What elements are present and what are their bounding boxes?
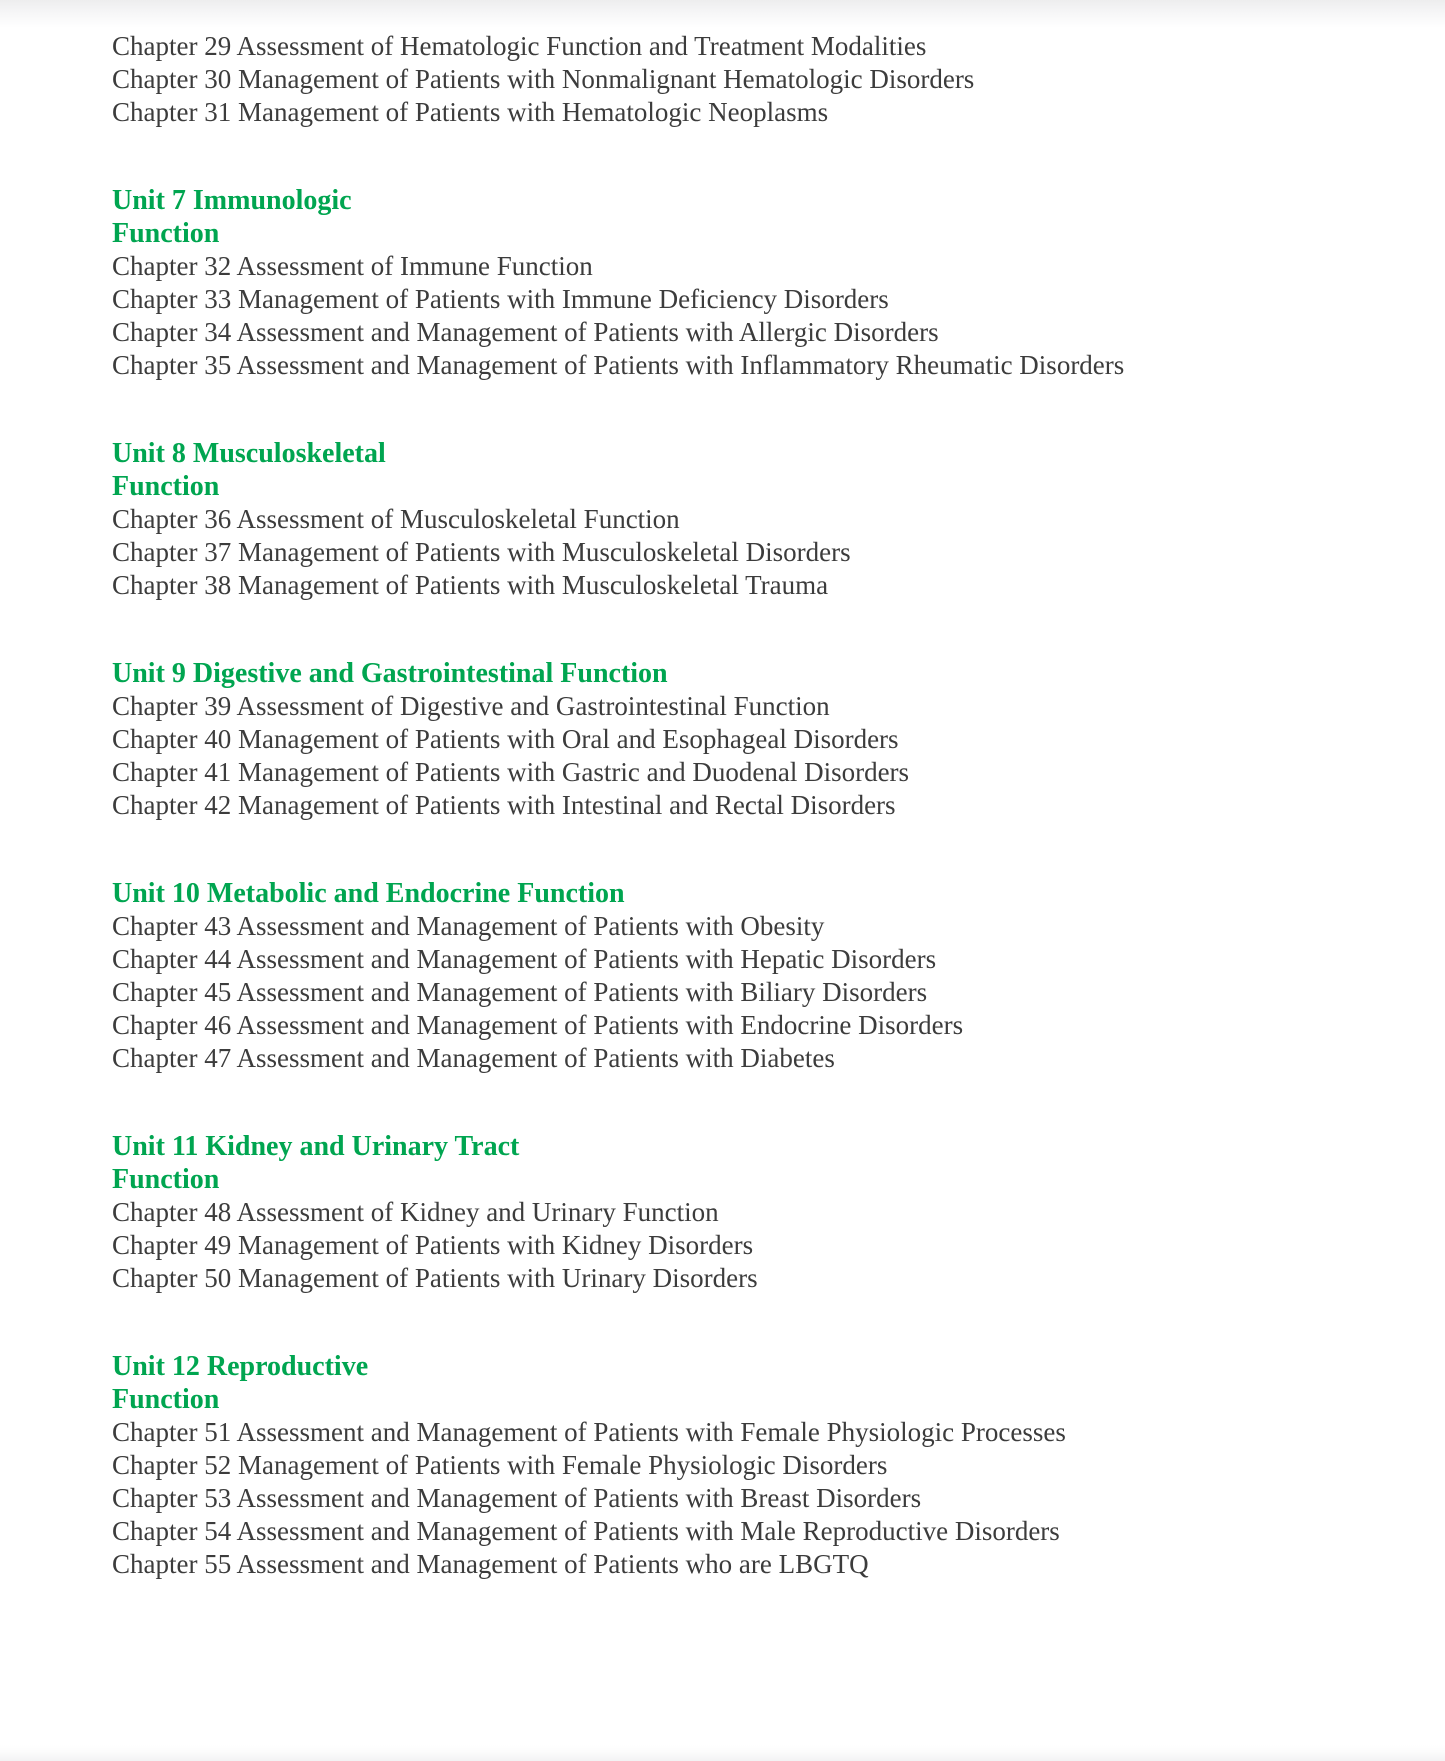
chapter-line: Chapter 37 Management of Patients with Musculoskeletal Disorders bbox=[112, 537, 851, 567]
chapter-line: Chapter 41 Management of Patients with Gastric and Duodenal Disorders bbox=[112, 757, 910, 787]
unit-heading: Unit 9 Digestive and Gastrointestinal Function bbox=[112, 658, 668, 689]
chapter-line: Chapter 50 Management of Patients with Urinary Disorders bbox=[112, 1263, 758, 1293]
unit-section-12 bbox=[112, 1350, 1405, 1581]
unit-heading: Function bbox=[112, 471, 220, 502]
unit-heading: Unit 12 Reproductive bbox=[112, 1351, 369, 1382]
unit-heading: Function bbox=[112, 218, 220, 249]
page-bottom-edge-shading bbox=[0, 1745, 1445, 1761]
chapter-group-hematologic bbox=[112, 30, 1405, 129]
unit-heading: Unit 10 Metabolic and Endocrine Function bbox=[112, 878, 625, 909]
unit-heading: Unit 8 Musculoskeletal bbox=[112, 438, 386, 469]
unit-heading: Function bbox=[112, 1384, 220, 1415]
chapter-line: Chapter 49 Management of Patients with Kidney Disorders bbox=[112, 1230, 754, 1260]
unit-heading: Unit 11 Kidney and Urinary Tract bbox=[112, 1131, 520, 1162]
unit-section-7 bbox=[112, 184, 1405, 382]
chapter-line: Chapter 46 Assessment and Management of Patients with Endocrine Disorders bbox=[112, 1010, 964, 1040]
chapter-line: Chapter 40 Management of Patients with Oral and Esophageal Disorders bbox=[112, 724, 899, 754]
unit-heading: Unit 7 Immunologic bbox=[112, 185, 352, 216]
chapter-line: Chapter 33 Management of Patients with Immune Deficiency Disorders bbox=[112, 284, 889, 314]
chapter-line: Chapter 45 Assessment and Management of Patients with Biliary Disorders bbox=[112, 977, 928, 1007]
chapter-line: Chapter 48 Assessment of Kidney and Urinary Function bbox=[112, 1197, 719, 1227]
chapter-line: Chapter 36 Assessment of Musculoskeletal Function bbox=[112, 504, 680, 534]
chapter-line: Chapter 53 Assessment and Management of Patients with Breast Disorders bbox=[112, 1483, 922, 1513]
chapter-line: Chapter 34 Assessment and Management of Patients with Allergic Disorders bbox=[112, 317, 939, 347]
chapter-line: Chapter 47 Assessment and Management of Patients with Diabetes bbox=[112, 1043, 835, 1073]
chapter-line: Chapter 55 Assessment and Management of Patients who are LBGTQ bbox=[112, 1549, 869, 1579]
chapter-line: Chapter 51 Assessment and Management of Patients with Female Physiologic Processes bbox=[112, 1417, 1066, 1447]
chapter-line: Chapter 42 Management of Patients with Intestinal and Rectal Disorders bbox=[112, 790, 896, 820]
chapter-line: Chapter 38 Management of Patients with Musculoskeletal Trauma bbox=[112, 570, 829, 600]
chapter-line: Chapter 54 Assessment and Management of Patients with Male Reproductive Disorders bbox=[112, 1516, 1060, 1546]
chapter-line: Chapter 52 Management of Patients with Female Physiologic Disorders bbox=[112, 1450, 888, 1480]
chapter-line: Chapter 43 Assessment and Management of Patients with Obesity bbox=[112, 911, 825, 941]
chapter-line: Chapter 30 Management of Patients with Nonmalignant Hematologic Disorders bbox=[112, 64, 975, 94]
chapter-line: Chapter 31 Management of Patients with Hematologic Neoplasms bbox=[112, 97, 829, 127]
unit-section-9 bbox=[112, 657, 1405, 822]
chapter-line: Chapter 29 Assessment of Hematologic Function and Treatment Modalities bbox=[112, 31, 927, 61]
chapter-line: Chapter 32 Assessment of Immune Function bbox=[112, 251, 593, 281]
chapter-line: Chapter 44 Assessment and Management of Patients with Hepatic Disorders bbox=[112, 944, 937, 974]
unit-section-10 bbox=[112, 877, 1405, 1075]
unit-heading: Function bbox=[112, 1164, 220, 1195]
unit-section-8 bbox=[112, 437, 1405, 602]
unit-section-11 bbox=[112, 1130, 1405, 1295]
chapter-line: Chapter 35 Assessment and Management of Patients with Inflammatory Rheumatic Disorders bbox=[112, 350, 1125, 380]
chapter-line: Chapter 39 Assessment of Digestive and Gastrointestinal Function bbox=[112, 691, 830, 721]
